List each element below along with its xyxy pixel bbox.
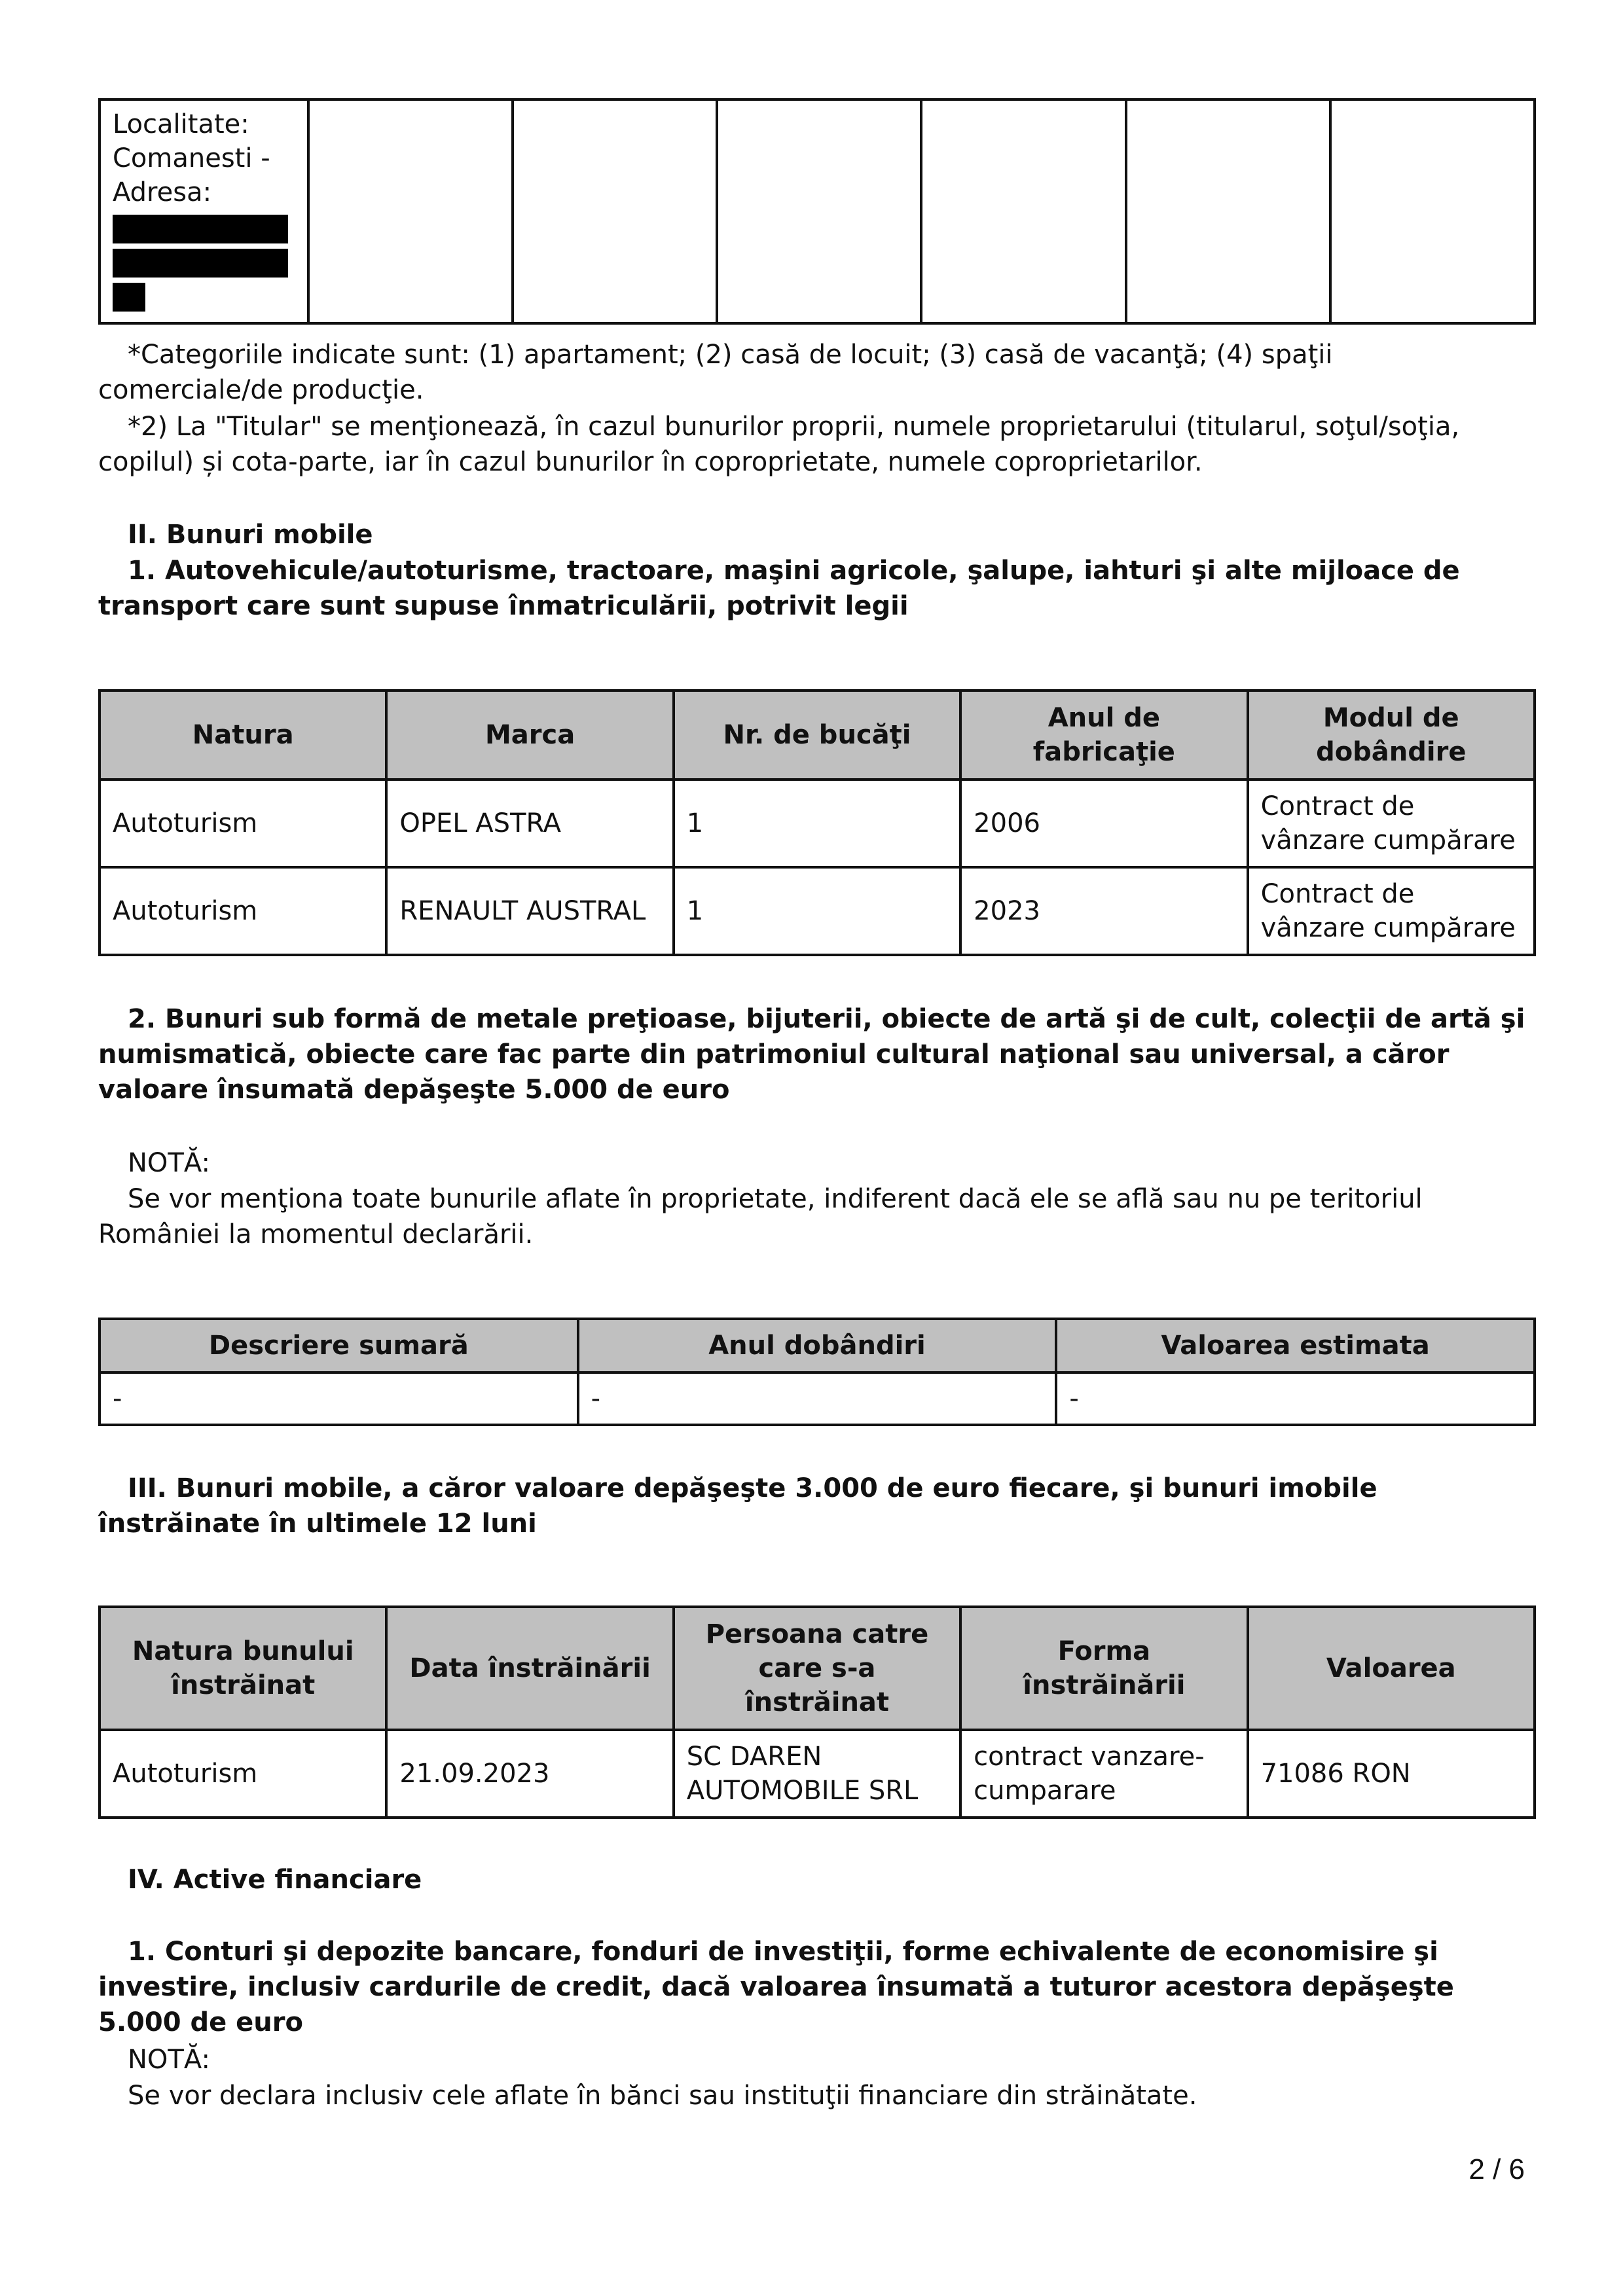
column-header: Persoana catre care s-a înstrăinat — [674, 1607, 960, 1730]
table-row — [100, 780, 1535, 867]
table-cell: contract vanzare-cumparare — [960, 1730, 1247, 1818]
location-value: Comanesti - — [113, 143, 270, 173]
column-header: Natura — [100, 691, 386, 780]
section-title-bunuri-mobile: II. Bunuri mobile — [128, 520, 373, 550]
note-text: Se vor declara inclusiv cele aflate în bănci sau instituţii financiare din străinătate. — [128, 2081, 1197, 2111]
column-header: Nr. de bucăţi — [674, 691, 960, 780]
table-header-row — [100, 691, 1535, 780]
table-cell: Contract de vânzare cumpărare — [1248, 867, 1535, 955]
column-header: Anul dobândiri — [578, 1319, 1057, 1372]
empty-cell — [1330, 99, 1535, 323]
empty-cell — [513, 99, 717, 323]
empty-cell — [921, 99, 1125, 323]
column-header: Anul de fabricaţie — [960, 691, 1247, 780]
table-cell: 1 — [674, 867, 960, 955]
table-cell: 2023 — [960, 867, 1247, 955]
subsection-vehicles-title: 1. Autovehicule/autoturisme, tractoare, maşini agricole, şalupe, iahturi şi alte mijloace de transport care sunt supuse înmatriculării, potrivit legii — [98, 556, 1460, 621]
table-cell: OPEL ASTRA — [386, 780, 673, 867]
location-cell — [100, 99, 308, 323]
table-cell: Contract de vânzare cumpărare — [1248, 780, 1535, 867]
table-row — [100, 1372, 1535, 1425]
subsection-valuables-title: 2. Bunuri sub formă de metale preţioase, bijuterii, obiecte de artă şi de cult, colecţii de artă şi numismatică, obiecte care fac parte din patrimoniul cultural naţional sau universal, a căror valoare însumată depăşeşte 5.000 de euro — [98, 1004, 1525, 1105]
column-header: Data înstrăinării — [386, 1607, 673, 1730]
footnote-categories: *Categoriile indicate sunt: (1) apartament; (2) casă de locuit; (3) casă de vacanţă; (4) spaţii comerciale/de producţie. — [98, 340, 1333, 405]
vehicles-table — [98, 689, 1536, 956]
table-cell: 71086 RON — [1248, 1730, 1535, 1818]
column-header: Marca — [386, 691, 673, 780]
note-text: Se vor menţiona toate bunurile aflate în proprietate, indiferent dacă ele se află sau nu pe teritoriul României la momentul declarării. — [98, 1184, 1423, 1249]
redaction-bar — [113, 215, 288, 243]
footnote-titular: *2) La "Titular" se menţionează, în cazul bunurilor proprii, numele proprietarului (titularul, soţul/soţia, copilul) și cota-parte, iar în cazul bunurilor în coproprietate, numele coproprietarilor. — [98, 412, 1460, 477]
valuables-table — [98, 1318, 1536, 1426]
table-cell: Autoturism — [100, 780, 386, 867]
redaction-bar — [113, 283, 145, 312]
empty-cell — [717, 99, 921, 323]
table-row — [100, 1730, 1535, 1818]
table-cell: - — [578, 1372, 1057, 1425]
column-header: Natura bunului înstrăinat — [100, 1607, 386, 1730]
column-header: Forma înstrăinării — [960, 1607, 1247, 1730]
empty-cell — [1126, 99, 1330, 323]
redaction-bar — [113, 249, 288, 278]
subsection-bank-accounts-title: 1. Conturi şi depozite bancare, fonduri de investiţii, forme echivalente de economisire şi investire, inclusiv cardurile de credit, dacă valoarea însumată a tuturor acestora depăşeşte 5.000 de euro — [98, 1937, 1454, 2037]
alienated-goods-table — [98, 1605, 1536, 1819]
table-row — [100, 867, 1535, 955]
location-label: Localitate: — [113, 109, 249, 139]
table-cell: Autoturism — [100, 867, 386, 955]
table-cell: SC DAREN AUTOMOBILE SRL — [674, 1730, 960, 1818]
real-estate-table-continuation — [98, 98, 1536, 325]
column-header: Valoarea estimata — [1056, 1319, 1535, 1372]
empty-cell — [308, 99, 513, 323]
table-cell: - — [1056, 1372, 1535, 1425]
page-number: 2 / 6 — [1468, 2153, 1525, 2185]
table-header-row — [100, 1319, 1535, 1372]
note-label: NOTĂ: — [128, 2045, 210, 2075]
column-header: Descriere sumară — [100, 1319, 578, 1372]
note-label: NOTĂ: — [128, 1148, 210, 1178]
table-cell: 21.09.2023 — [386, 1730, 673, 1818]
table-cell: Autoturism — [100, 1730, 386, 1818]
table-cell: 2006 — [960, 780, 1247, 867]
section-title-alienated-goods: III. Bunuri mobile, a căror valoare depăşeşte 3.000 de euro fiecare, şi bunuri imobile înstrăinate în ultimele 12 luni — [98, 1473, 1377, 1539]
table-cell: 1 — [674, 780, 960, 867]
column-header: Modul de dobândire — [1248, 691, 1535, 780]
column-header: Valoarea — [1248, 1607, 1535, 1730]
table-row — [100, 99, 1535, 323]
table-header-row — [100, 1607, 1535, 1730]
section-title-financial-assets: IV. Active financiare — [128, 1865, 422, 1895]
table-cell: RENAULT AUSTRAL — [386, 867, 673, 955]
table-cell: - — [100, 1372, 578, 1425]
address-label: Adresa: — [113, 177, 212, 207]
